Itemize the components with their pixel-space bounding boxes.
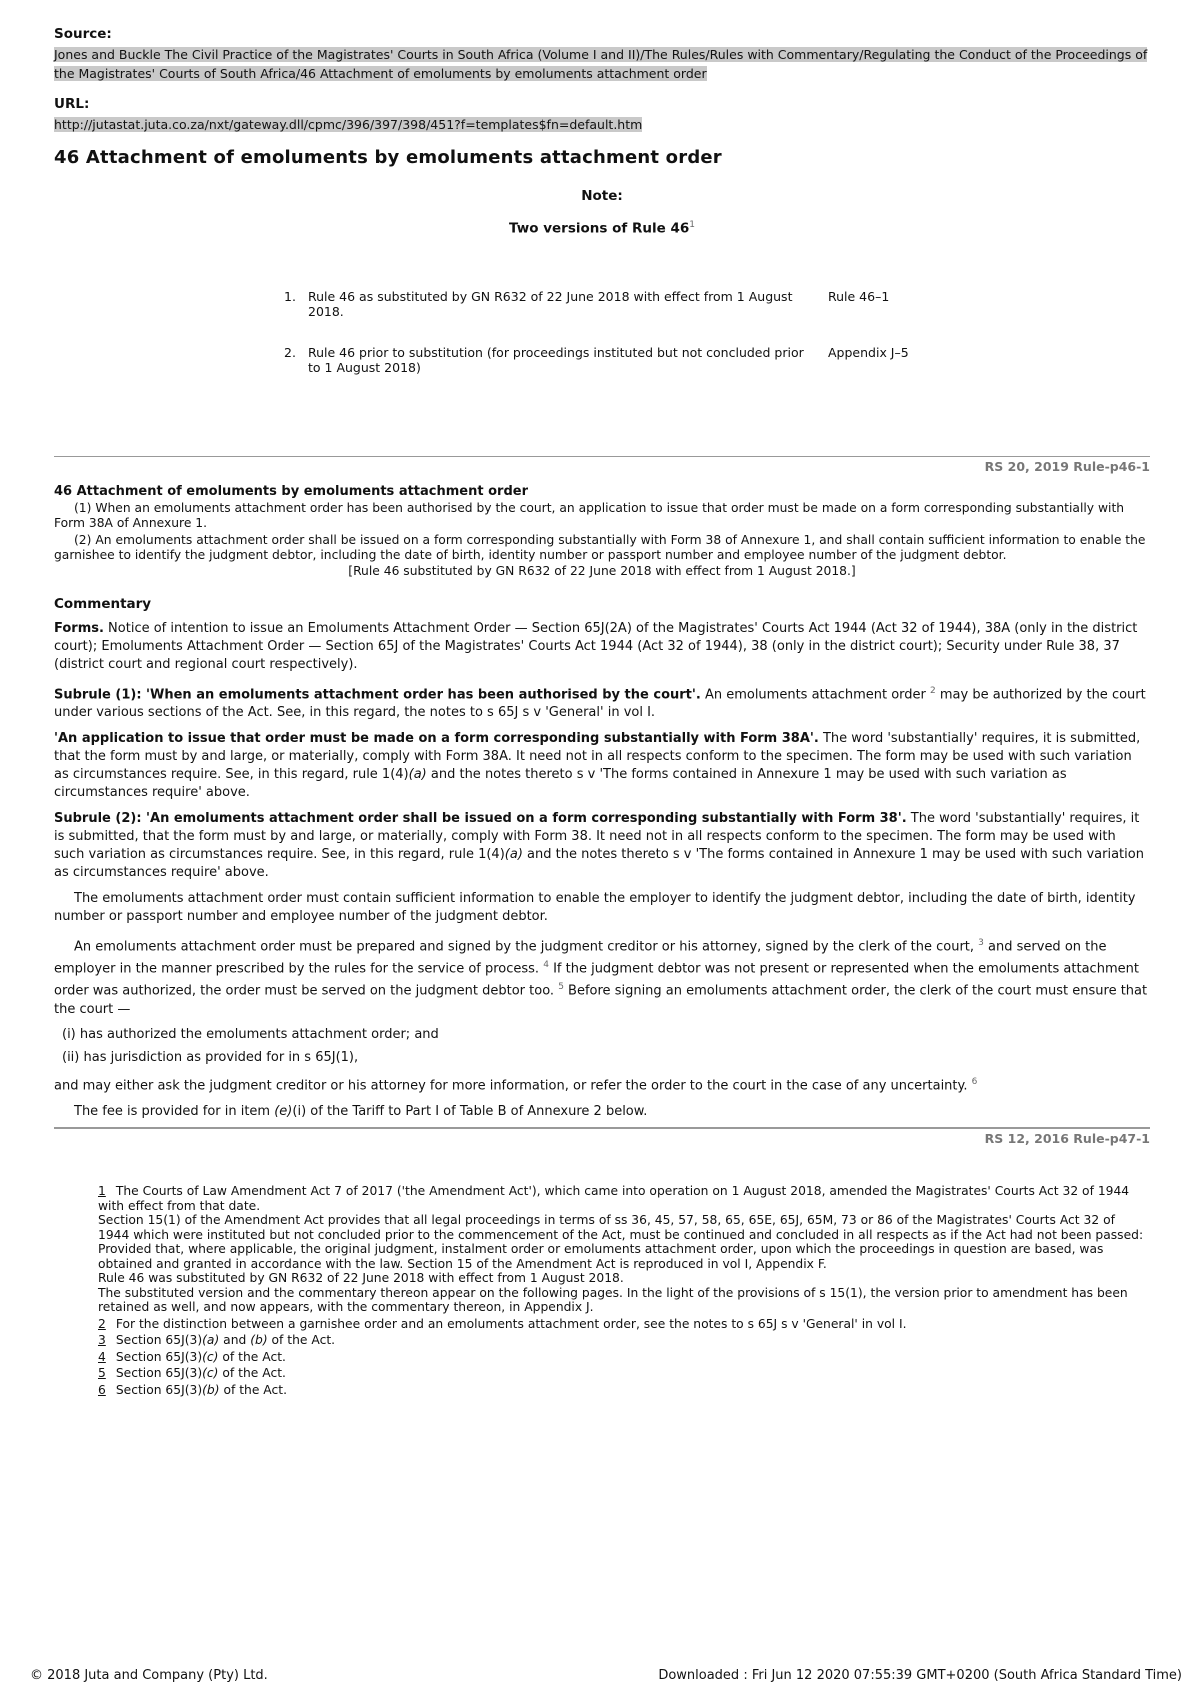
commentary-heading: Commentary	[54, 595, 152, 612]
prep-text-d: Before signing an emoluments attachment order, the clerk of the court must ensure that the court —	[54, 983, 1148, 1017]
footnote-1	[98, 1184, 1150, 1213]
url-link[interactable]: http://jutastat.juta.co.za/nxt/gateway.dll/cpmc/396/397/398/451?f=templates$fn=default.htm	[54, 117, 643, 132]
commentary-ask-para	[54, 1073, 1150, 1095]
footnote-1-line-2: Section 15(1) of the Amendment Act provides that all legal proceedings in terms of ss 36, 45, 57, 58, 65, 65E, 65J, 65M, 73 or 86 of the Magistrates' Courts Act 32 of 1944 which were instituted but not concluded prior to the commencement of the Act, must be continued and concluded in all respects as if the Act had not been passed: Provided that, where applicable, the original judgment, instalment order or emoluments attachment order, upon which the proceedings in question are based, was obtained and granted in accordance with the law. Section 15 of the Amendment Act is reproduced in vol I, Appendix F.	[98, 1213, 1144, 1271]
subrule-1-text: An emoluments attachment order	[700, 686, 931, 702]
url-label: URL:	[54, 96, 90, 112]
fee-text-b: (i) of the Tariff to Part I of Table B of Annexure 2 below.	[292, 1104, 648, 1120]
fee-text-a: The fee is provided for in item	[74, 1104, 275, 1120]
rule-heading: 46 Attachment of emoluments by emoluments attachment order	[54, 483, 528, 499]
version-row	[284, 345, 909, 401]
footnote-1-line-4: The substituted version and the commentary thereon appear on the following pages. In the light of the provisions of s 15(1), the version prior to amendment has been retained as well, and now appears, with the commentary thereon, in Appendix J.	[98, 1285, 1128, 1315]
footer-downloaded: Downloaded : Fri Jun 12 2020 07:55:39 GMT+0200 (South Africa Standard Time)	[658, 1668, 1182, 1683]
footnote-1-line-3: Rule 46 was substituted by GN R632 of 22 June 2018 with effect from 1 August 2018.	[98, 1271, 624, 1286]
footer-copyright: © 2018 Juta and Company (Pty) Ltd.	[30, 1668, 268, 1683]
prep-text-a: An emoluments attachment order must be prepared and signed by the judgment creditor or his attorney, signed by the clerk of the court,	[74, 939, 979, 955]
versions-list	[284, 289, 909, 401]
list-item-i: (i) has authorized the emoluments attachment order; and	[62, 1026, 439, 1042]
footnote-5	[98, 1366, 1150, 1381]
commentary-info-para: The emoluments attachment order must contain sufficient information to enable the employer to identify the judgment debtor, including the date of birth, identity number or passport number and employee number of the judgment debtor.	[54, 890, 1136, 924]
rule-subrule-1: (1) When an emoluments attachment order has been authorised by the court, an application to issue that order must be made on a form corresponding substantially with Form 38A of Annexure 1.	[54, 500, 1125, 530]
page-title: 46 Attachment of emoluments by emoluments attachment order	[54, 147, 722, 168]
subrule-2-label: Subrule (2): 'An emoluments attachment order shall be issued on a form corresponding substantially with Form 38'.	[54, 810, 907, 826]
commentary-preparation-para	[54, 934, 1150, 1019]
footnote-ref-3[interactable]: 3	[978, 937, 984, 948]
subrule-1-label: Subrule (1): 'When an emoluments attachment order has been authorised by the court'.	[54, 686, 701, 702]
footnote-3-italic-a: (a)	[202, 1333, 220, 1348]
forms-label: Forms.	[54, 620, 104, 636]
commentary-fee-para	[54, 1103, 1150, 1121]
two-versions-heading	[54, 220, 1150, 237]
version-text: Rule 46 prior to substitution (for proceedings instituted but not concluded prior to 1 August 2018)	[308, 344, 804, 375]
page-reference-2: RS 12, 2016 Rule-p47-1	[984, 1131, 1150, 1147]
page-reference: RS 20, 2019 Rule-p46-1	[984, 458, 1150, 474]
footnote-3-italic-b: (b)	[250, 1333, 268, 1348]
document-body	[54, 26, 1150, 1397]
application-italic: (a)	[408, 766, 427, 782]
version-ref-link[interactable]: Appendix J–5	[828, 344, 909, 360]
footnote-2	[98, 1317, 1150, 1332]
footnote-1-number[interactable]: 1	[98, 1184, 106, 1199]
footnote-4-number[interactable]: 4	[98, 1349, 106, 1364]
footnote-3-and: and	[219, 1333, 251, 1348]
subrule-1-text-cont: may be authorized by the court under various sections of the Act. See, in this regard, the notes to s 65J s v 'General' in vol I.	[54, 686, 1146, 720]
application-text: The word 'substantially' requires, it is submitted, that the form must by and large, or materially, comply with Form 38A. It need not in all respects conform to the specimen. The form may be used with such variation as circumstances require. See, in this regard, rule 1(4)	[54, 730, 1141, 782]
prep-text-b: and served on the employer in the manner prescribed by the rules for the service of process.	[54, 939, 1107, 977]
version-row	[284, 289, 909, 345]
version-number: 1.	[284, 288, 296, 304]
page-divider-2	[54, 1127, 1150, 1129]
footnote-ref-5[interactable]: 5	[558, 982, 564, 993]
subrule-2-text: The word 'substantially' requires, it is submitted, that the form must by and large, or materially, comply with Form 38. It need not in all respects conform to the specimen. The form may be used with such variation as circumstances require. See, in this regard, rule 1(4)	[54, 810, 1140, 862]
footnote-5-text: Section 65J(3)	[115, 1366, 203, 1381]
footnote-4-text: Section 65J(3)	[115, 1349, 203, 1364]
footnote-5-number[interactable]: 5	[98, 1366, 106, 1381]
commentary-subrule-2	[54, 810, 1150, 882]
footnote-ref-6[interactable]: 6	[971, 1076, 978, 1087]
version-number: 2.	[284, 344, 296, 360]
footnote-3-number[interactable]: 3	[98, 1333, 106, 1348]
footnote-ref-2[interactable]: 2	[930, 685, 936, 696]
fee-italic: (e)	[274, 1104, 293, 1120]
footnote-6-text: Section 65J(3)	[115, 1382, 203, 1397]
footnote-ref-4[interactable]: 4	[543, 960, 549, 971]
footnote-6-italic: (b)	[202, 1382, 220, 1397]
footnote-6-number[interactable]: 6	[98, 1382, 106, 1397]
footnote-3	[98, 1333, 1150, 1348]
footnote-4-italic: (c)	[202, 1349, 219, 1364]
rule-subrule-2: (2) An emoluments attachment order shall be issued on a form corresponding substantially with Form 38 of Annexure 1, and shall contain sufficient information to enable the garnishee to identify the judgment debtor, including the date of birth, identity number or passport number and employee number of the judgment debtor.	[54, 532, 1146, 562]
footnote-6	[98, 1383, 1150, 1398]
rule-substitution-note: [Rule 46 substituted by GN R632 of 22 June 2018 with effect from 1 August 2018.]	[348, 563, 856, 578]
commentary-forms	[54, 620, 1150, 674]
two-versions-text: Two versions of Rule 46	[509, 220, 690, 237]
subrule-2-italic: (a)	[504, 846, 523, 862]
application-text-cont: and the notes thereto s v 'The forms contained in Annexure 1 may be used with such variation as circumstances require' above.	[54, 766, 1067, 800]
footnotes	[98, 1184, 1150, 1397]
footnote-4	[98, 1350, 1150, 1365]
page-divider	[54, 456, 1150, 457]
source-label: Source:	[54, 26, 112, 42]
source-path[interactable]: Jones and Buckle The Civil Practice of the Magistrates' Courts in South Africa (Volume I and II)/The Rules/Rules with Commentary/Regulating the Conduct of the Proceedings of the Magistrates' Courts of South Africa/46 Attachment of emoluments by emoluments attachment order	[54, 47, 1148, 81]
note-label: Note:	[581, 188, 623, 204]
application-label: 'An application to issue that order must be made on a form corresponding substantially with Form 38A'.	[54, 730, 819, 746]
prep-text-c: If the judgment debtor was not present or represented when the emoluments attachment order was authorized, the order must be served on the judgment debtor too.	[54, 961, 1139, 999]
footnote-1-line-1: The Courts of Law Amendment Act 7 of 2017 ('the Amendment Act'), which came into operation on 1 August 2018, amended the Magistrates' Courts Act 32 of 1944 with effect from that date.	[98, 1184, 1130, 1213]
footnote-6-end: of the Act.	[219, 1382, 287, 1397]
footnote-5-end: of the Act.	[218, 1366, 286, 1381]
footnote-2-text: For the distinction between a garnishee order and an emoluments attachment order, see the notes to s 65J s v 'General' in vol I.	[115, 1316, 907, 1331]
subrule-2-text-cont: and the notes thereto s v 'The forms contained in Annexure 1 may be used with such variation as circumstances require' above.	[54, 846, 1144, 880]
footnote-2-number[interactable]: 2	[98, 1316, 106, 1331]
version-text: Rule 46 as substituted by GN R632 of 22 June 2018 with effect from 1 August 2018.	[308, 288, 793, 319]
commentary-subrule-1	[54, 682, 1150, 722]
footnote-ref-1[interactable]: 1	[689, 220, 695, 230]
version-ref-link[interactable]: Rule 46–1	[828, 288, 890, 304]
footnote-5-italic: (c)	[202, 1366, 219, 1381]
footnote-3-end: of the Act.	[267, 1333, 336, 1348]
list-item-ii: (ii) has jurisdiction as provided for in s 65J(1),	[62, 1049, 359, 1065]
commentary-application	[54, 730, 1150, 802]
footnote-3-text: Section 65J(3)	[115, 1333, 203, 1348]
forms-text: Notice of intention to issue an Emoluments Attachment Order — Section 65J(2A) of the Magistrates' Courts Act 1944 (Act 32 of 1944), 38A (only in the district court); Emoluments Attachment Order — Section 65J of the Magistrates' Courts Act 1944 (Act 32 of 1944), 38 (only in the district court); Security under Rule 38, 37 (district court and regional court respectively).	[54, 620, 1138, 672]
ask-text: and may either ask the judgment creditor or his attorney for more information, or refer the order to the court in the case of any uncertainty.	[54, 1078, 972, 1094]
footnote-4-end: of the Act.	[218, 1349, 286, 1364]
